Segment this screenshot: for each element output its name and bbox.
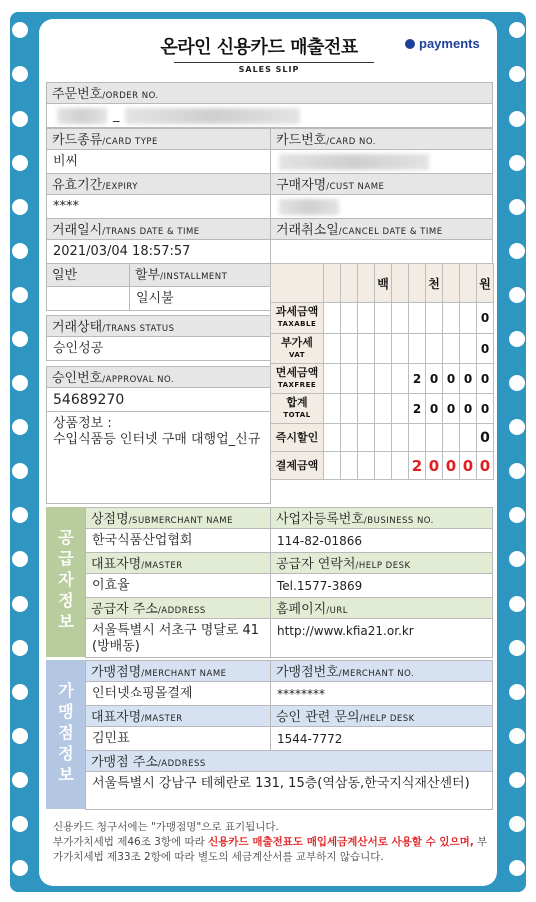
supplier-address-value: 서울특별시 서초구 명달로 41 (방배동) <box>85 618 271 658</box>
perforation-hole <box>509 419 525 435</box>
amount-digit <box>443 303 460 334</box>
amount-row <box>271 364 494 394</box>
brand-text: payments <box>419 36 480 51</box>
perforation-hole <box>509 463 525 479</box>
page-title: 온라인 신용카드 매출전표 <box>160 37 358 58</box>
amount-corner <box>271 264 324 303</box>
general-header: 일반 <box>46 263 130 287</box>
card-type-header: 카드종류/CARD TYPE <box>46 128 271 150</box>
amount-digit: 0 <box>460 364 477 394</box>
amount-digit: 0 <box>426 452 443 480</box>
perforation-hole <box>12 22 28 38</box>
installment-value: 일시불 <box>129 286 271 311</box>
amount-digit <box>375 424 392 452</box>
amount-digit: 0 <box>477 364 494 394</box>
perforation-hole <box>12 507 28 523</box>
amount-row <box>271 334 494 364</box>
amount-header-cell <box>460 264 477 303</box>
perforation-hole <box>509 199 525 215</box>
amount-digit <box>375 394 392 424</box>
perforation-hole <box>12 375 28 391</box>
order-value: _ <box>46 103 493 128</box>
amount-unit-label: 원 <box>477 264 494 303</box>
amount-header-cell <box>392 264 409 303</box>
perforation-hole <box>12 684 28 700</box>
amount-digit <box>460 334 477 364</box>
amount-row <box>271 303 494 334</box>
amount-digit <box>324 303 341 334</box>
amount-header-cell <box>341 264 358 303</box>
amount-row-label: 면세금액 TAXFREE <box>271 364 324 394</box>
amount-row-label: 과세금액 TAXABLE <box>271 303 324 334</box>
business-no-header: 사업자등록번호/BUSINESS NO. <box>270 507 493 529</box>
perforation-hole <box>12 199 28 215</box>
amount-digit <box>341 394 358 424</box>
perforation-hole <box>509 243 525 259</box>
perforation-hole <box>12 640 28 656</box>
amount-header-cell <box>324 264 341 303</box>
merchant-address-value: 서울특별시 강남구 테헤란로 131, 15층(역삼동,한국지식재산센터) <box>85 771 493 810</box>
cancel-date-header: 거래취소일/CANCEL DATE & TIME <box>270 218 493 240</box>
amount-digit <box>324 394 341 424</box>
amount-digit <box>375 334 392 364</box>
perforation-hole <box>12 728 28 744</box>
order-header: 주문번호/ORDER NO. <box>46 82 493 104</box>
cust-name-value <box>270 194 493 219</box>
amount-digit <box>409 334 426 364</box>
amount-row <box>271 424 494 452</box>
perforation-hole <box>509 816 525 832</box>
amount-digit <box>358 394 375 424</box>
submerchant-header: 상점명/SUBMERCHANT NAME <box>85 507 271 529</box>
amount-digit <box>375 303 392 334</box>
supplier-master-header: 대표자명/MASTER <box>85 552 271 574</box>
perforation-hole <box>509 66 525 82</box>
amount-digit: 0 <box>443 394 460 424</box>
amount-digit: 0 <box>460 452 477 480</box>
amount-digit <box>409 424 426 452</box>
merchant-address-header: 가맹점 주소/ADDRESS <box>85 750 493 772</box>
submerchant-value: 한국식품산업협회 <box>85 528 271 553</box>
amount-digit: 0 <box>477 303 494 334</box>
amount-row-label: 합계 TOTAL <box>271 394 324 424</box>
supplier-master-value: 이효율 <box>85 573 271 598</box>
amount-digit <box>460 424 477 452</box>
masked-block <box>57 108 107 124</box>
amount-digit <box>426 303 443 334</box>
perforation-hole <box>509 728 525 744</box>
amount-digit <box>426 424 443 452</box>
amount-unit-label: 천 <box>426 264 443 303</box>
trans-date-value: 2021/03/04 18:57:57 <box>46 239 271 264</box>
amount-digit <box>392 303 409 334</box>
page-subtitle: SALES SLIP <box>238 65 300 74</box>
card-no-value <box>270 149 493 174</box>
perforation-hole <box>509 772 525 788</box>
amount-digit <box>341 424 358 452</box>
amount-digit <box>460 303 477 334</box>
supplier-url-value[interactable]: http://www.kfia21.or.kr <box>270 618 493 658</box>
trans-date-header: 거래일시/TRANS DATE & TIME <box>46 218 271 240</box>
merchant-name-header: 가맹점명/MERCHANT NAME <box>85 660 271 682</box>
note-line-2: 부가가치세법 제46조 3항에 따라 신용카드 매출전표도 매입세금계산서로 사용할 수 있으며, 부가가치세법 제33조 2항에 따라 별도의 세금계산서를 교부하지 않습니다. <box>53 836 488 863</box>
amount-digit: 0 <box>477 394 494 424</box>
perforation-hole <box>509 111 525 127</box>
supplier-helpdesk-value: Tel.1577-3869 <box>270 573 493 598</box>
amount-unit-label: 백 <box>375 264 392 303</box>
business-no-value: 114-82-01866 <box>270 528 493 553</box>
amount-digit: 0 <box>477 424 494 452</box>
perforation-hole <box>509 860 525 876</box>
brand-dot-icon <box>405 39 415 49</box>
perforation-hole <box>12 243 28 259</box>
supplier-address-header: 공급자 주소/ADDRESS <box>85 597 271 619</box>
amount-digit <box>392 424 409 452</box>
amount-row-label: 즉시할인 <box>271 424 324 452</box>
amount-digit: 0 <box>426 364 443 394</box>
amount-header-cell <box>443 264 460 303</box>
masked-block <box>279 199 339 215</box>
supplier-side-label: 공 급 자 정 보 <box>46 507 86 657</box>
amount-digit <box>392 364 409 394</box>
product-label: 상품정보 : <box>53 416 112 431</box>
amount-digit: 0 <box>443 452 460 480</box>
cancel-date-value <box>270 239 493 264</box>
brand-logo <box>405 36 480 51</box>
amount-header-cell <box>358 264 375 303</box>
merchant-no-value: ******** <box>270 681 493 706</box>
card-no-header: 카드번호/CARD NO. <box>270 128 493 150</box>
amount-digit <box>409 303 426 334</box>
perforation-hole <box>12 155 28 171</box>
amount-digit <box>443 424 460 452</box>
perforation-hole <box>509 22 525 38</box>
amount-digit <box>341 452 358 480</box>
perforation-hole <box>12 419 28 435</box>
amount-digit <box>426 334 443 364</box>
amount-digit <box>324 364 341 394</box>
expiry-header: 유효기간/EXPIRY <box>46 173 271 195</box>
perforation-hole <box>12 66 28 82</box>
merchant-helpdesk-value: 1544-7772 <box>270 726 493 751</box>
amount-digit: 0 <box>460 394 477 424</box>
trans-status-header: 거래상태/TRANS STATUS <box>46 315 271 337</box>
trans-status-value: 승인성공 <box>46 336 271 361</box>
amount-digit <box>341 364 358 394</box>
perforation-hole <box>12 463 28 479</box>
perforation-hole <box>12 772 28 788</box>
receipt-paper <box>39 19 497 886</box>
merchant-no-header: 가맹점번호/MERCHANT NO. <box>270 660 493 682</box>
merchant-helpdesk-header: 승인 관련 문의/HELP DESK <box>270 705 493 727</box>
perforation-hole <box>509 596 525 612</box>
supplier-helpdesk-header: 공급자 연락처/HELP DESK <box>270 552 493 574</box>
product-info <box>46 411 271 504</box>
supplier-url-header: 홈페이지/URL <box>270 597 493 619</box>
amount-digit <box>358 452 375 480</box>
perforation-hole <box>509 155 525 171</box>
perforation-hole <box>12 111 28 127</box>
amount-digit: 2 <box>409 394 426 424</box>
masked-block <box>125 108 300 124</box>
cust-name-header: 구매자명/CUST NAME <box>270 173 493 195</box>
card-type-value: 비씨 <box>46 149 271 174</box>
amount-row-label: 부가세 VAT <box>271 334 324 364</box>
amount-header-row <box>271 264 494 303</box>
amount-digit <box>392 334 409 364</box>
perforation-hole <box>509 287 525 303</box>
amount-digit: 2 <box>409 452 426 480</box>
expiry-value: **** <box>46 194 271 219</box>
amount-digit <box>324 424 341 452</box>
product-value: 수입식품등 인터넷 구매 대행업_신규 <box>53 432 261 447</box>
approval-header: 승인번호/APPROVAL NO. <box>46 366 271 388</box>
merchant-name-value: 인터넷쇼핑몰결제 <box>85 681 271 706</box>
amount-digit <box>375 364 392 394</box>
amount-digit: 0 <box>477 452 494 480</box>
merchant-master-value: 김민표 <box>85 726 271 751</box>
title-underline <box>174 62 374 63</box>
merchant-master-header: 대표자명/MASTER <box>85 705 271 727</box>
amount-header-cell <box>409 264 426 303</box>
installment-header: 할부/INSTALLMENT <box>129 263 271 287</box>
perforation-hole <box>12 860 28 876</box>
amount-digit <box>358 424 375 452</box>
amount-digit <box>443 334 460 364</box>
amount-digit: 0 <box>426 394 443 424</box>
footer-notes <box>53 820 493 865</box>
general-value <box>46 286 130 311</box>
perforation-hole <box>509 551 525 567</box>
amount-digit <box>341 334 358 364</box>
masked-block <box>279 154 429 170</box>
amount-digit <box>324 452 341 480</box>
note-line-1: 신용카드 청구서에는 "가맹점명"으로 표기됩니다. <box>53 821 279 833</box>
amount-digit: 0 <box>443 364 460 394</box>
amount-digit <box>358 364 375 394</box>
approval-value: 54689270 <box>46 387 271 412</box>
merchant-side-label: 가 맹 점 정 보 <box>46 660 86 809</box>
amount-digit <box>358 303 375 334</box>
perforation-hole <box>509 375 525 391</box>
perforation-hole <box>12 551 28 567</box>
perforation-hole <box>12 331 28 347</box>
amount-digit <box>375 452 392 480</box>
amount-table <box>270 263 494 480</box>
amount-digit <box>358 334 375 364</box>
perforation-hole <box>12 596 28 612</box>
amount-row <box>271 394 494 424</box>
amount-digit: 0 <box>477 334 494 364</box>
amount-digit: 2 <box>409 364 426 394</box>
perforation-hole <box>12 816 28 832</box>
amount-digit <box>324 334 341 364</box>
amount-row <box>271 452 494 480</box>
perforation-hole <box>12 287 28 303</box>
perforation-hole <box>509 640 525 656</box>
amount-digit <box>392 394 409 424</box>
perforation-hole <box>509 331 525 347</box>
perforation-hole <box>509 507 525 523</box>
amount-digit <box>392 452 409 480</box>
amount-digit <box>341 303 358 334</box>
perforation-hole <box>509 684 525 700</box>
amount-row-label: 결제금액 <box>271 452 324 480</box>
